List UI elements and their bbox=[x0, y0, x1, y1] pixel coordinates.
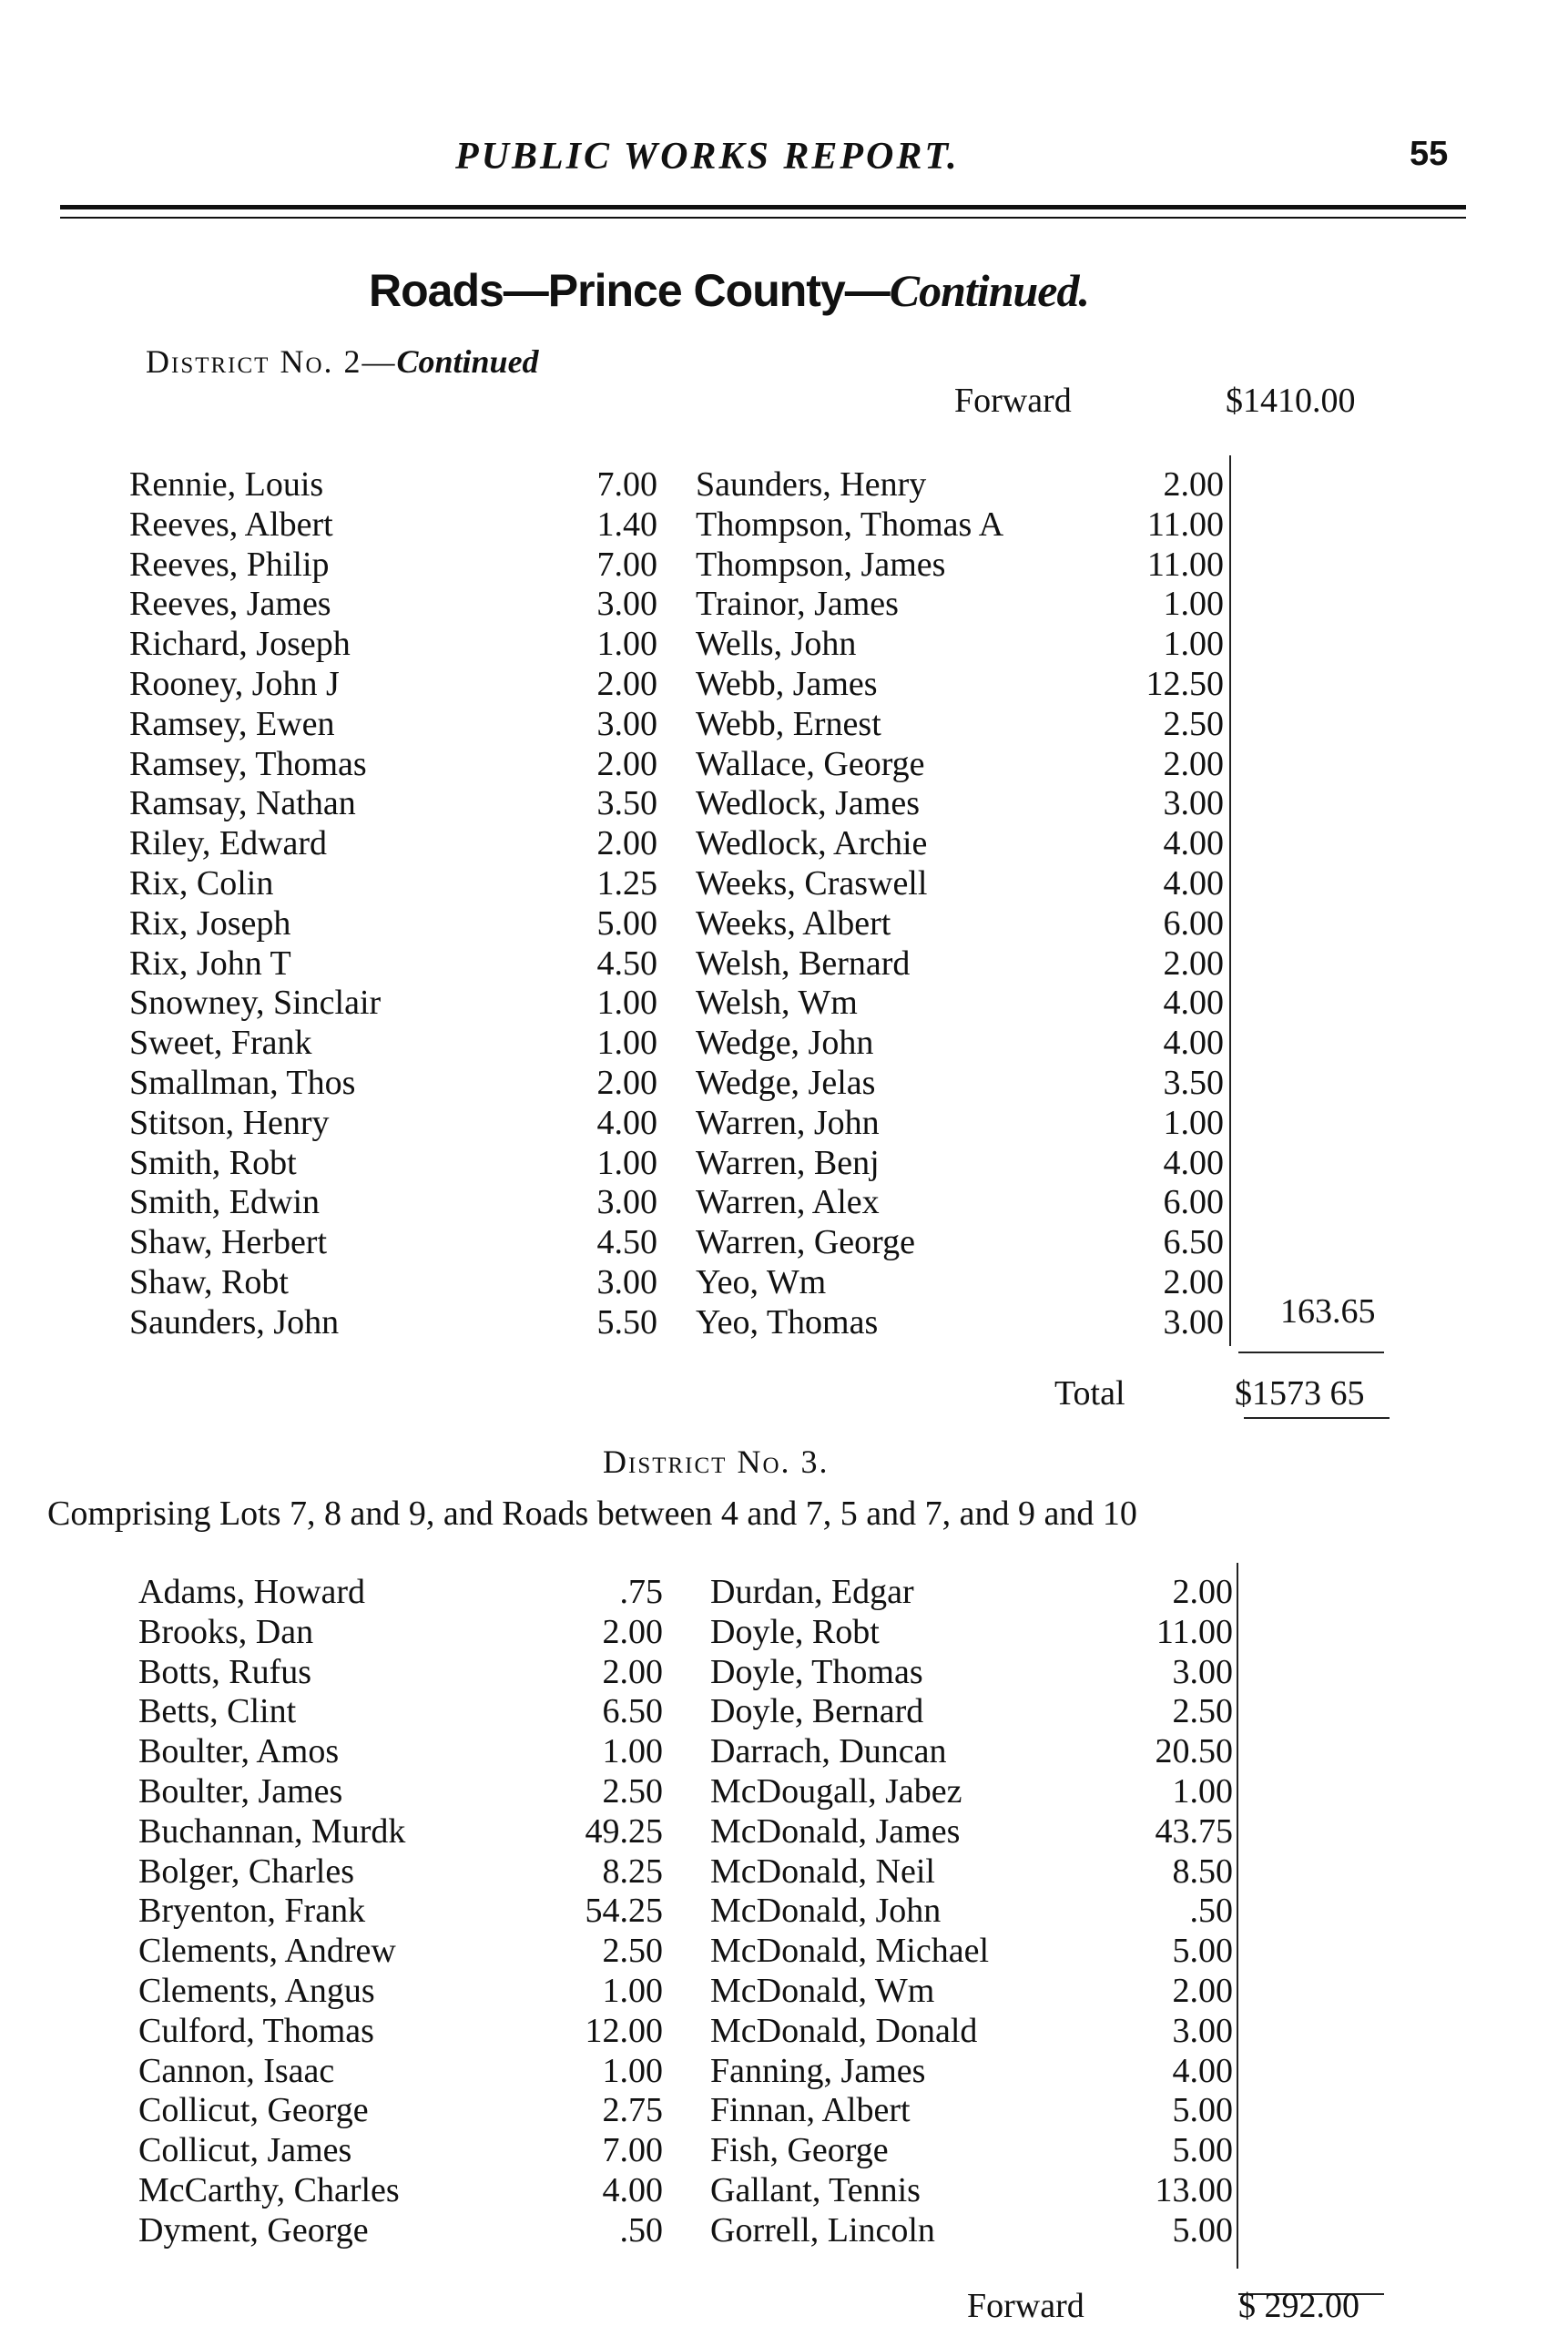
payee-name: Cannon, Isaac bbox=[138, 2051, 335, 2090]
payee-name: Bryenton, Frank bbox=[138, 1892, 366, 1931]
payee-amount: 8.50 bbox=[1172, 1852, 1233, 1891]
payee-name: Wedlock, James bbox=[696, 784, 920, 823]
payee-name: Welsh, Bernard bbox=[696, 944, 911, 983]
payee-amount: 11.00 bbox=[1146, 545, 1224, 584]
payee-amount: 4.00 bbox=[596, 1103, 657, 1142]
payee-name: Welsh, Wm bbox=[696, 984, 858, 1023]
payee-amount: 2.00 bbox=[1163, 465, 1224, 504]
payee-name: Brooks, Dan bbox=[138, 1612, 314, 1651]
payee-amount: 5.00 bbox=[1172, 1932, 1233, 1971]
payee-name: McDonald, Michael bbox=[710, 1932, 990, 1971]
payee-name: Warren, George bbox=[696, 1223, 916, 1262]
payee-amount: 8.25 bbox=[602, 1852, 663, 1891]
payee-name: Reeves, Albert bbox=[129, 505, 333, 544]
payee-amount: .50 bbox=[619, 2210, 663, 2249]
payee-amount: 1.00 bbox=[1163, 585, 1224, 624]
payee-name: Doyle, Robt bbox=[710, 1612, 880, 1651]
payee-name: Webb, Ernest bbox=[696, 704, 881, 743]
payee-name: Fanning, James bbox=[710, 2051, 926, 2090]
payee-name: Wedlock, Archie bbox=[696, 824, 928, 863]
payee-name: Riley, Edward bbox=[129, 824, 328, 863]
payee-name: Rix, Colin bbox=[129, 864, 274, 903]
payee-name: Clements, Angus bbox=[138, 1972, 375, 2010]
district-3-heading-label: District No. 3. bbox=[603, 1444, 830, 1480]
payee-amount: 4.00 bbox=[602, 2171, 663, 2209]
total-rule bbox=[1244, 1417, 1390, 1419]
payee-name: Thompson, Thomas A bbox=[696, 505, 1004, 544]
payee-amount: 1.00 bbox=[596, 1143, 657, 1182]
payee-amount: 3.00 bbox=[1163, 1302, 1224, 1342]
payee-name: Ramsey, Ewen bbox=[129, 704, 335, 743]
payee-name: Weeks, Craswell bbox=[696, 864, 928, 903]
payee-name: Buchannan, Murdk bbox=[138, 1811, 406, 1851]
payee-name: Clements, Andrew bbox=[138, 1932, 396, 1971]
payee-amount: 1.25 bbox=[596, 864, 657, 903]
payee-amount: 1.00 bbox=[596, 1024, 657, 1063]
payee-name: Yeo, Thomas bbox=[696, 1302, 879, 1342]
payee-name: McDougall, Jabez bbox=[710, 1772, 962, 1811]
payee-name: McDonald, John bbox=[710, 1892, 942, 1931]
district-3-forward-amount: $ 292.00 bbox=[1238, 2287, 1359, 2325]
payee-name: Smallman, Thos bbox=[129, 1064, 356, 1102]
district-2-forward-amount: $1410.00 bbox=[1226, 382, 1356, 420]
payee-name: Weeks, Albert bbox=[696, 903, 891, 943]
district-2-heading-label: District No. 2— bbox=[146, 343, 397, 380]
subtotal-rule bbox=[1238, 1352, 1384, 1353]
payee-name: Doyle, Thomas bbox=[710, 1652, 923, 1691]
payee-name: Snowney, Sinclair bbox=[129, 984, 382, 1023]
payee-name: Wallace, George bbox=[696, 744, 925, 783]
payee-amount: .75 bbox=[619, 1573, 663, 1611]
payee-amount: 5.00 bbox=[1172, 2210, 1233, 2249]
payee-amount: 13.00 bbox=[1155, 2171, 1233, 2209]
section-title bbox=[369, 264, 1089, 317]
page-number: 55 bbox=[1410, 135, 1449, 173]
payee-amount: 2.75 bbox=[602, 2091, 663, 2130]
payee-name: Richard, Joseph bbox=[129, 625, 351, 664]
payee-amount: 1.00 bbox=[1163, 1103, 1224, 1142]
district-2-total-label: Total bbox=[1054, 1374, 1125, 1413]
payee-name: Finnan, Albert bbox=[710, 2091, 911, 2130]
payee-name: Smith, Edwin bbox=[129, 1183, 321, 1222]
payee-amount: 2.00 bbox=[1172, 1573, 1233, 1611]
payee-name: Dyment, George bbox=[138, 2210, 369, 2249]
payee-amount: 1.00 bbox=[596, 625, 657, 664]
district-2-total-amount: $1573 65 bbox=[1235, 1374, 1365, 1413]
district-3-heading bbox=[603, 1443, 830, 1481]
payee-name: Wedge, John bbox=[696, 1024, 874, 1063]
payee-amount: 3.50 bbox=[1163, 1064, 1224, 1102]
payee-name: Boulter, James bbox=[138, 1772, 343, 1811]
section-title-italic: Continued. bbox=[889, 265, 1089, 316]
payee-amount: 2.00 bbox=[1163, 1263, 1224, 1301]
district-2-forward-label: Forward bbox=[954, 382, 1072, 420]
payee-amount: 3.00 bbox=[596, 1183, 657, 1222]
payee-name: Collicut, George bbox=[138, 2091, 369, 2130]
payee-amount: 3.00 bbox=[596, 585, 657, 624]
amount-column-rule bbox=[1237, 1563, 1238, 2269]
payee-amount: 2.00 bbox=[602, 1612, 663, 1651]
payee-name: Wells, John bbox=[696, 625, 857, 664]
payee-name: Saunders, Henry bbox=[696, 465, 927, 504]
payee-amount: 1.00 bbox=[602, 1972, 663, 2010]
payee-name: Fish, George bbox=[710, 2131, 889, 2170]
payee-amount: 6.50 bbox=[1163, 1223, 1224, 1262]
payee-amount: 3.00 bbox=[1163, 784, 1224, 823]
payee-amount: 49.25 bbox=[585, 1811, 663, 1851]
payee-name: Smith, Robt bbox=[129, 1143, 297, 1182]
payee-amount: 54.25 bbox=[585, 1892, 663, 1931]
payee-name: Doyle, Bernard bbox=[710, 1692, 924, 1731]
payee-amount: 7.00 bbox=[596, 465, 657, 504]
payee-amount: 6.50 bbox=[602, 1692, 663, 1731]
payee-name: Ramsay, Nathan bbox=[129, 784, 356, 823]
payee-name: McDonald, Donald bbox=[710, 2011, 978, 2050]
header-rule-thick bbox=[60, 205, 1466, 209]
payee-amount: 3.00 bbox=[1172, 2011, 1233, 2050]
payee-amount: 2.50 bbox=[602, 1772, 663, 1811]
payee-name: McDonald, James bbox=[710, 1811, 961, 1851]
district-3-description: Comprising Lots 7, 8 and 9, and Roads between 4 and 7, 5 and 7, and 9 and 10 bbox=[47, 1495, 1137, 1533]
payee-name: Rix, John T bbox=[129, 944, 291, 983]
payee-name: Wedge, Jelas bbox=[696, 1064, 876, 1102]
payee-amount: 2.00 bbox=[596, 744, 657, 783]
payee-amount: 1.00 bbox=[1172, 1772, 1233, 1811]
payee-amount: .50 bbox=[1189, 1892, 1233, 1931]
payee-amount: 4.00 bbox=[1163, 824, 1224, 863]
payee-amount: 2.00 bbox=[596, 824, 657, 863]
payee-amount: 4.50 bbox=[596, 1223, 657, 1262]
payee-name: Stitson, Henry bbox=[129, 1103, 330, 1142]
payee-name: Reeves, Philip bbox=[129, 545, 330, 584]
payee-amount: 1.00 bbox=[596, 984, 657, 1023]
payee-name: Rooney, John J bbox=[129, 665, 340, 703]
payee-amount: 4.00 bbox=[1172, 2051, 1233, 2090]
payee-amount: 5.00 bbox=[1172, 2091, 1233, 2130]
payee-name: Warren, Benj bbox=[696, 1143, 880, 1182]
amount-column-rule bbox=[1229, 455, 1231, 1346]
payee-amount: 2.00 bbox=[1163, 744, 1224, 783]
running-header-title: PUBLIC WORKS REPORT. bbox=[455, 136, 960, 178]
payee-amount: 3.00 bbox=[596, 1263, 657, 1301]
payee-name: Shaw, Herbert bbox=[129, 1223, 328, 1262]
payee-amount: 2.00 bbox=[1172, 1972, 1233, 2010]
payee-amount: 7.00 bbox=[596, 545, 657, 584]
header-rule-thin bbox=[60, 217, 1466, 219]
payee-amount: 5.50 bbox=[596, 1302, 657, 1342]
payee-amount: 2.50 bbox=[602, 1932, 663, 1971]
payee-name: Shaw, Robt bbox=[129, 1263, 289, 1301]
payee-name: Collicut, James bbox=[138, 2131, 352, 2170]
payee-name: Yeo, Wm bbox=[696, 1263, 827, 1301]
payee-name: Botts, Rufus bbox=[138, 1652, 312, 1691]
payee-name: Trainor, James bbox=[696, 585, 899, 624]
payee-name: Gorrell, Lincoln bbox=[710, 2210, 935, 2249]
payee-name: McDonald, Wm bbox=[710, 1972, 935, 2010]
payee-amount: 6.00 bbox=[1163, 903, 1224, 943]
payee-amount: 1.40 bbox=[596, 505, 657, 544]
payee-amount: 4.50 bbox=[596, 944, 657, 983]
payee-amount: 4.00 bbox=[1163, 1143, 1224, 1182]
payee-name: Reeves, James bbox=[129, 585, 331, 624]
payee-amount: 4.00 bbox=[1163, 864, 1224, 903]
payee-amount: 20.50 bbox=[1155, 1732, 1233, 1771]
payee-name: Thompson, James bbox=[696, 545, 946, 584]
district-2-subtotal: 163.65 bbox=[1280, 1292, 1376, 1331]
payee-amount: 3.00 bbox=[596, 704, 657, 743]
payee-amount: 5.00 bbox=[596, 903, 657, 943]
district-2-heading bbox=[146, 342, 539, 381]
payee-amount: 4.00 bbox=[1163, 984, 1224, 1023]
payee-name: Ramsey, Thomas bbox=[129, 744, 367, 783]
payee-name: Warren, Alex bbox=[696, 1183, 880, 1222]
payee-amount: 11.00 bbox=[1146, 505, 1224, 544]
payee-name: Culford, Thomas bbox=[138, 2011, 374, 2050]
payee-amount: 12.50 bbox=[1145, 665, 1224, 703]
payee-amount: 2.00 bbox=[1163, 944, 1224, 983]
payee-amount: 6.00 bbox=[1163, 1183, 1224, 1222]
payee-amount: 2.50 bbox=[1172, 1692, 1233, 1731]
payee-amount: 11.00 bbox=[1156, 1612, 1233, 1651]
payee-amount: 5.00 bbox=[1172, 2131, 1233, 2170]
payee-amount: 43.75 bbox=[1155, 1811, 1233, 1851]
payee-name: Webb, James bbox=[696, 665, 878, 703]
payee-amount: 4.00 bbox=[1163, 1024, 1224, 1063]
payee-amount: 3.00 bbox=[1172, 1652, 1233, 1691]
district-3-forward-label: Forward bbox=[967, 2287, 1084, 2325]
payee-name: Adams, Howard bbox=[138, 1573, 366, 1611]
payee-name: Warren, John bbox=[696, 1103, 880, 1142]
payee-name: Durdan, Edgar bbox=[710, 1573, 914, 1611]
payee-name: Boulter, Amos bbox=[138, 1732, 340, 1771]
district-2-heading-italic: Continued bbox=[396, 343, 539, 380]
payee-amount: 12.00 bbox=[585, 2011, 663, 2050]
payee-amount: 1.00 bbox=[602, 2051, 663, 2090]
payee-amount: 2.50 bbox=[1163, 704, 1224, 743]
section-title-main: Roads—Prince County— bbox=[369, 265, 890, 316]
payee-name: McCarthy, Charles bbox=[138, 2171, 400, 2209]
payee-name: Saunders, John bbox=[129, 1302, 340, 1342]
payee-amount: 3.50 bbox=[596, 784, 657, 823]
payee-name: Bolger, Charles bbox=[138, 1852, 354, 1891]
payee-name: Rix, Joseph bbox=[129, 903, 291, 943]
payee-amount: 2.00 bbox=[596, 1064, 657, 1102]
payee-amount: 2.00 bbox=[596, 665, 657, 703]
payee-name: Gallant, Tennis bbox=[710, 2171, 921, 2209]
payee-name: Rennie, Louis bbox=[129, 465, 324, 504]
payee-amount: 1.00 bbox=[1163, 625, 1224, 664]
payee-amount: 1.00 bbox=[602, 1732, 663, 1771]
payee-name: Sweet, Frank bbox=[129, 1024, 312, 1063]
payee-name: McDonald, Neil bbox=[710, 1852, 935, 1891]
payee-name: Darrach, Duncan bbox=[710, 1732, 947, 1771]
payee-amount: 2.00 bbox=[602, 1652, 663, 1691]
payee-amount: 7.00 bbox=[602, 2131, 663, 2170]
payee-name: Betts, Clint bbox=[138, 1692, 297, 1731]
